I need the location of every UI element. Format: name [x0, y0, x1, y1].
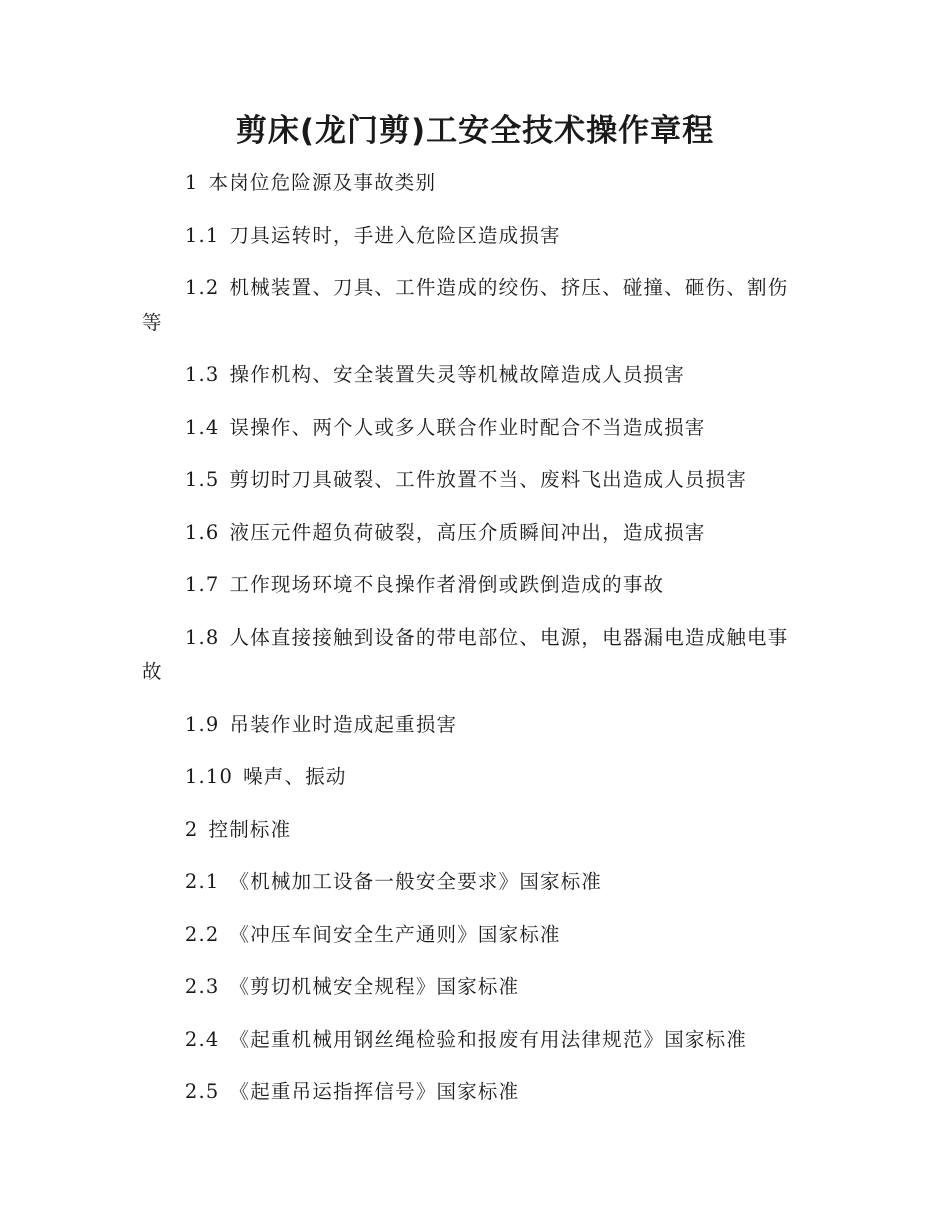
item-number: 1.8 [184, 625, 220, 649]
item-text: 《起重吊运指挥信号》国家标准 [229, 1080, 520, 1103]
section-text: 本岗位危险源及事故类别 [208, 171, 437, 194]
section-1-heading [142, 166, 798, 201]
list-item [142, 1023, 798, 1058]
list-item [142, 918, 798, 953]
item-text: 工作现场环境不良操作者滑倒或跌倒造成的事故 [229, 573, 665, 596]
list-item [142, 516, 798, 551]
list-item [142, 1075, 798, 1110]
list-item [142, 621, 798, 690]
list-item [142, 219, 798, 254]
list-item [142, 760, 798, 795]
item-number: 1.3 [184, 363, 220, 386]
section-text: 控制标准 [208, 817, 292, 841]
item-text: 吊装作业时造成起重损害 [229, 712, 458, 736]
item-number: 1.7 [184, 573, 220, 596]
list-item [142, 970, 798, 1005]
item-text: 操作机构、安全装置失灵等机械故障造成人员损害 [229, 363, 685, 386]
item-number: 1.1 [184, 223, 220, 247]
item-number: 1.6 [184, 520, 220, 544]
item-number: 1.5 [184, 468, 220, 491]
item-text: 《剪切机械安全规程》国家标准 [229, 975, 520, 998]
item-text: 《机械加工设备一般安全要求》国家标准 [229, 870, 603, 893]
item-number: 2.3 [184, 975, 220, 998]
item-number: 2.1 [184, 870, 220, 893]
list-item [142, 865, 798, 900]
list-item [142, 463, 798, 498]
document-title: 剪床(龙门剪)工安全技术操作章程 [235, 113, 715, 149]
item-number: 1.9 [184, 712, 220, 736]
item-number: 1.10 [184, 765, 234, 788]
item-text: 液压元件超负荷破裂，高压介质瞬间冲出，造成损害 [229, 520, 706, 544]
list-item [142, 708, 798, 743]
item-text: 人体直接接触到设备的带电部位、电源，电器漏电造成触电事故 [142, 625, 789, 683]
item-text: 噪声、振动 [243, 765, 347, 788]
item-text: 误操作、两个人或多人联合作业时配合不当造成损害 [229, 415, 706, 439]
section-number: 1 [184, 171, 199, 194]
item-number: 1.2 [184, 276, 220, 299]
list-item [142, 358, 798, 393]
item-text: 刀具运转时，手进入危险区造成损害 [229, 223, 561, 247]
item-number: 1.4 [184, 415, 220, 439]
item-number: 2.5 [184, 1080, 220, 1103]
section-number: 2 [184, 817, 199, 841]
item-text: 剪切时刀具破裂、工件放置不当、废料飞出造成人员损害 [229, 468, 748, 491]
list-item [142, 568, 798, 603]
list-item [142, 411, 798, 446]
item-text: 《冲压车间安全生产通则》国家标准 [229, 922, 561, 946]
item-number: 2.4 [184, 1027, 220, 1051]
document-body [142, 166, 798, 1128]
item-text: 机械装置、刀具、工件造成的绞伤、挤压、碰撞、砸伤、割伤等 [142, 276, 789, 334]
list-item [142, 271, 798, 340]
item-text: 《起重机械用钢丝绳检验和报废有用法律规范》国家标准 [229, 1027, 748, 1051]
section-2-heading [142, 813, 798, 848]
item-number: 2.2 [184, 922, 220, 946]
